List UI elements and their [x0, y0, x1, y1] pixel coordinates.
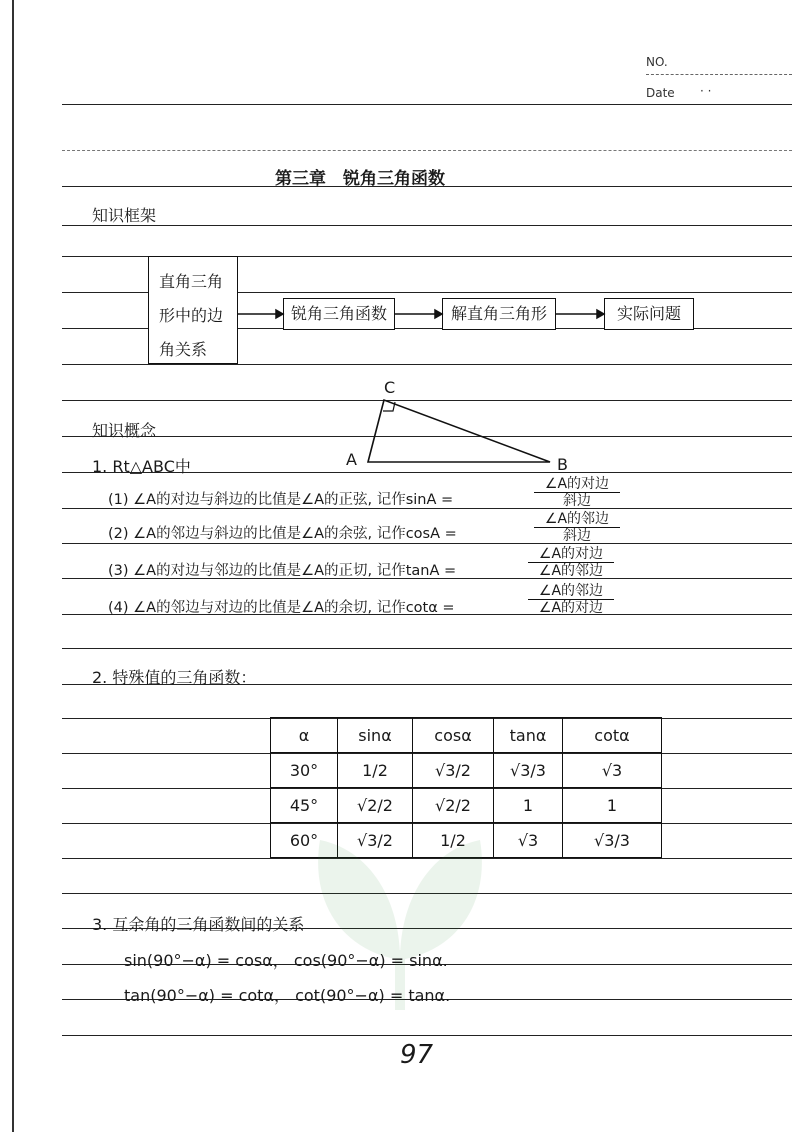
ruled-line [62, 543, 792, 544]
fraction-denominator: ∠A的邻边 [538, 563, 604, 579]
complementary-sin-cos: sin(90°−α) = cosα， cos(90°−α) = sinα. [124, 951, 448, 970]
vertex-a: A [346, 450, 357, 469]
framework-heading: 知识框架 [92, 206, 157, 225]
sine-fraction [534, 476, 620, 509]
box-line: 直角三角 [159, 272, 224, 291]
table-cell: √3 [563, 753, 662, 788]
date-label: Date [646, 86, 675, 100]
framework-box-solve: 解直角三角形 [442, 298, 556, 330]
table-row [271, 753, 662, 788]
table-header-cell: cosα [413, 718, 494, 753]
table-cell: 45° [271, 788, 338, 823]
table-header-row [271, 718, 662, 753]
table-cell: 1 [563, 788, 662, 823]
table-cell: √3/2 [338, 823, 413, 858]
right-triangle-diagram [340, 375, 580, 475]
complementary-tan-cot: tan(90°−α) = cotα， cot(90°−α) = tanα. [124, 986, 451, 1005]
watermark-leaf-icon [300, 810, 500, 1050]
ruled-line [62, 648, 792, 649]
cotangent-definition: (4) ∠A的邻边与对边的比值是∠A的余切, 记作cotα = [108, 600, 455, 616]
tangent-definition: (3) ∠A的对边与邻边的比值是∠A的正切, 记作tanA = [108, 563, 457, 579]
fraction-numerator: ∠A的邻边 [528, 583, 614, 600]
cosine-definition: (2) ∠A的邻边与斜边的比值是∠A的余弦, 记作cosA = [108, 526, 457, 542]
framework-box-relations [148, 256, 238, 364]
chapter-title: 第三章 锐角三角函数 [275, 169, 445, 189]
ruled-line [62, 225, 792, 226]
no-underline [646, 74, 792, 75]
table-cell: 1/2 [338, 753, 413, 788]
table-cell: 1/2 [413, 823, 494, 858]
table-cell: √3/3 [494, 753, 563, 788]
framework-arrows [236, 300, 616, 330]
table-cell: 60° [271, 823, 338, 858]
ruled-line [62, 150, 792, 151]
table-cell: √2/2 [338, 788, 413, 823]
table-header-cell: α [271, 718, 338, 753]
box-line: 形中的边 [159, 306, 224, 325]
concepts-heading: 知识概念 [92, 421, 157, 440]
no-label: NO. [646, 55, 668, 69]
table-cell: √3/3 [563, 823, 662, 858]
tangent-fraction [528, 546, 614, 579]
vertex-c: C [384, 378, 396, 397]
table-cell: √2/2 [413, 788, 494, 823]
fraction-numerator: ∠A的邻边 [534, 511, 620, 528]
concepts-item-1: 1. Rt△ABC中 [92, 457, 191, 476]
table-header-cell: sinα [338, 718, 413, 753]
fraction-numerator: ∠A的对边 [534, 476, 620, 493]
cosine-fraction [534, 511, 620, 544]
table-cell: √3/2 [413, 753, 494, 788]
fraction-denominator: 斜边 [563, 528, 591, 544]
table-cell: √3 [494, 823, 563, 858]
binding-edge [12, 0, 14, 1132]
table-cell: 1 [494, 788, 563, 823]
fraction-denominator: 斜边 [563, 493, 591, 509]
box-line: 角关系 [159, 340, 208, 359]
cotangent-fraction [528, 583, 614, 616]
framework-box-practical: 实际问题 [604, 298, 694, 330]
page-number: 97 [400, 1040, 434, 1070]
framework-box-functions: 锐角三角函数 [283, 298, 395, 330]
complementary-heading: 3. 互余角的三角函数间的关系 [92, 915, 305, 934]
fraction-denominator: ∠A的对边 [538, 600, 604, 616]
special-values-heading: 2. 特殊值的三角函数： [92, 668, 257, 687]
ruled-line [62, 364, 792, 365]
table-cell: 30° [271, 753, 338, 788]
table-header-cell: cotα [563, 718, 662, 753]
fraction-numerator: ∠A的对边 [528, 546, 614, 563]
vertex-b: B [557, 455, 568, 474]
sine-definition: (1) ∠A的对边与斜边的比值是∠A的正弦, 记作sinA = [108, 492, 454, 508]
date-dots: · · [700, 84, 712, 98]
ruled-line [62, 104, 792, 105]
table-header-cell: tanα [494, 718, 563, 753]
